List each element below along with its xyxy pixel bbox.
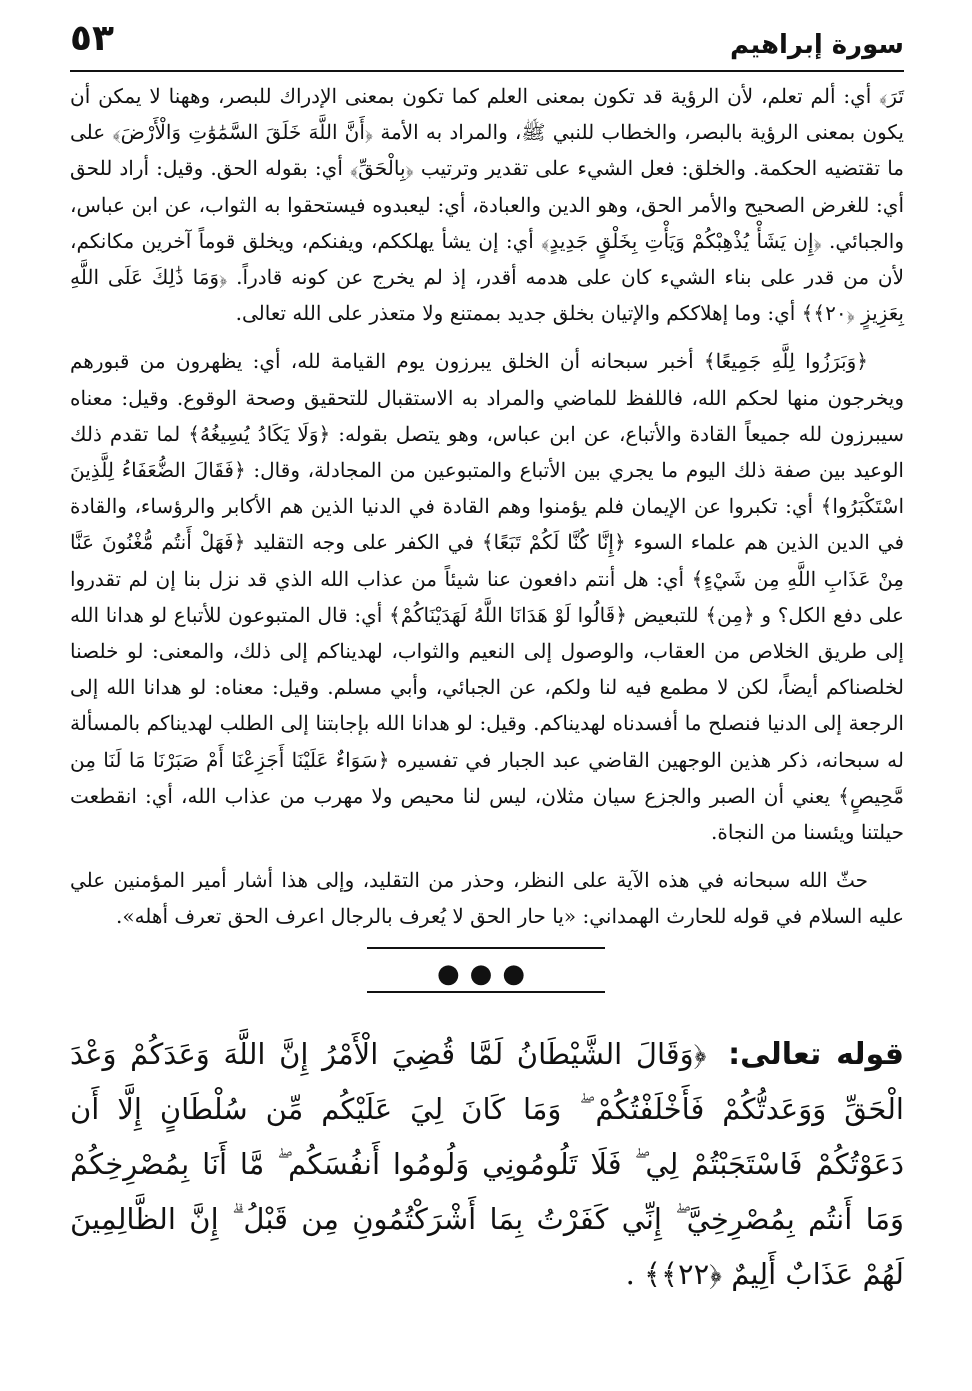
verse-label: قوله تعالى: bbox=[728, 1036, 904, 1072]
paragraph-1: تَرَ﴾ أي: ألم تعلم، لأن الرؤية قد تكون بمعنى العلم كما تكون بمعنى الإدراك للبصر، وههنا لا يمكن أن يكون بمعنى الرؤية بالبصر، والخطاب للنبي ﷺ، والمراد به الأمة ﴿أَنَّ اللَّهَ خَلَقَ السَّمَٰوَٰتِ وَالْأَرْضَ﴾ على ما تقتضيه الحكمة. والخلق: فعل الشيء على تقدير وترتيب ﴿بِالْحَقِّ﴾ أي: بقوله الحق. وقيل: أراد للحق أي: للغرض الصحيح والأمر الحق، وهو الدين والعبادة، أي: ليعبدوه فيستحقوا به الثواب، عن ابن عباس، والجبائي. ﴿إِن يَشَأْ يُذْهِبْكُمْ وَيَأْتِ بِخَلْقٍ جَدِيدٍ﴾ أي: إن يشأ يهلككم، ويفنكم، ويخلق قوماً آخرين مكانكم، لأن من قدر على بناء الشيء كان على هدمه أقدر، إذ لم يخرج عن كونه قادراً. ﴿وَمَا ذَٰلِكَ عَلَى اللَّهِ بِعَزِيزٍ ﴿٢٠﴾﴾ أي: وما إهلاككم والإتيان بخلق جديد بممتنع ولا متعذر على الله تعالى. bbox=[70, 84, 904, 326]
paragraph-2: ﴿وَبَرَزُوا لِلَّهِ جَمِيعًا﴾ أخبر سبحانه أن الخلق يبرزون يوم القيامة لله، أي: يظهرون من قبورهم ويخرجون منها لحكم الله، فاللفظ للماضي والمراد به الاستقبال للتحقيق وصحة الوقوع. وقيل: معناه سيبرزون لله جميعاً القادة والأتباع، عن ابن عباس، وهو يتصل بقوله: ﴿وَلَا يَكَادُ يُسِيغُهُ﴾ لما تقدم ذلك الوعيد بين صفة ذلك اليوم ما يجري بين الأتباع والمتبوعين من المجادلة، وقال: ﴿فَقَالَ الضُّعَفَاءُ لِلَّذِينَ اسْتَكْبَرُوا﴾ أي: تكبروا عن الإيمان فلم يؤمنوا وهم القادة في الدنيا الذين هم الأكابر والرؤساء، والقادة في الدين الذين هم علماء السوء ﴿إِنَّا كُنَّا لَكُمْ تَبَعًا﴾ في الكفر على وجه التقليد ﴿فَهَلْ أَنتُم مُّغْنُونَ عَنَّا مِنْ عَذَابِ اللَّهِ مِن شَيْءٍ﴾ أي: هل أنتم دافعون عنا شيئاً من عذاب الله الذي قد نزل بنا إن لم تقدروا على دفع الكل؟ و ﴿مِن﴾ للتبعيض ﴿قَالُوا لَوْ هَدَانَا اللَّهُ لَهَدَيْنَاكُمْ﴾ أي: قال المتبوعون للأتباع لو هدانا الله إلى طريق الخلاص من العقاب، والوصول إلى النعيم والثواب، لهديناكم إلى ذلك، والمعنى: لو خلصنا لخلصناكم أيضاً، لكن لا مطمع فيه لنا ولكم، عن الجبائي، وأبي مسلم. وقيل: معناه: لو هدانا الله إلى الرجعة إلى الدنيا فنصلح ما أفسدناه لهديناكم. وقيل: لو هدانا الله بإجابتنا إلى الطلب لهديناكم بالمسألة له سبحانه، ذكر هذين الوجهين القاضي عبد الجبار في تفسيره ﴿سَوَاءٌ عَلَيْنَا أَجَزِعْنَا أَمْ صَبَرْنَا مَا لَنَا مِن مَّحِيصٍ﴾ يعني أن الصبر والجزع سيان مثلان، ليس لنا محيص ولا مهرب من عذاب الله، أي: انقطعت حيلتنا ويئسنا من النجاة. bbox=[70, 349, 905, 845]
section-divider bbox=[367, 947, 605, 1001]
page-number: ٥٣ bbox=[70, 18, 114, 59]
divider-line-bottom bbox=[367, 991, 605, 993]
verse-text: ﴿وَقَالَ الشَّيْطَانُ لَمَّا قُضِيَ الْأَمْرُ إِنَّ اللَّهَ وَعَدَكُمْ وَعْدَ الْحَقِّ وَوَعَدتُّكُمْ فَأَخْلَفْتُكُمْ ۖ وَمَا كَانَ لِيَ عَلَيْكُم مِّن سُلْطَانٍ إِلَّا أَن دَعَوْتُكُمْ فَاسْتَجَبْتُمْ لِي ۖ فَلَا تَلُومُونِي وَلُومُوا أَنفُسَكُم ۖ مَّا أَنَا بِمُصْرِخِكُمْ وَمَا أَنتُم بِمُصْرِخِيَّ ۖ إِنِّي كَفَرْتُ بِمَا أَشْرَكْتُمُونِ مِن قَبْلُ ۗ إِنَّ الظَّالِمِينَ لَهُمْ عَذَابٌ أَلِيمٌ ﴿٢٢﴾﴾ . bbox=[70, 1036, 904, 1291]
page-header bbox=[70, 0, 904, 72]
divider-dots: ●●● bbox=[436, 958, 536, 989]
paragraph-3: حثّ الله سبحانه في هذه الآية على النظر، وحذر من التقليد، وإلى هذا أشار أمير المؤمنين علي عليه السلام في قوله للحارث الهمداني: «يا حار الحق لا يُعرف بالرجال اعرف الحق تعرف أهله». bbox=[70, 868, 904, 929]
quran-verse-block bbox=[70, 1027, 904, 1302]
commentary-text bbox=[70, 78, 904, 935]
surah-title: سورة إبراهيم bbox=[729, 30, 904, 60]
divider-line-top bbox=[367, 947, 605, 949]
